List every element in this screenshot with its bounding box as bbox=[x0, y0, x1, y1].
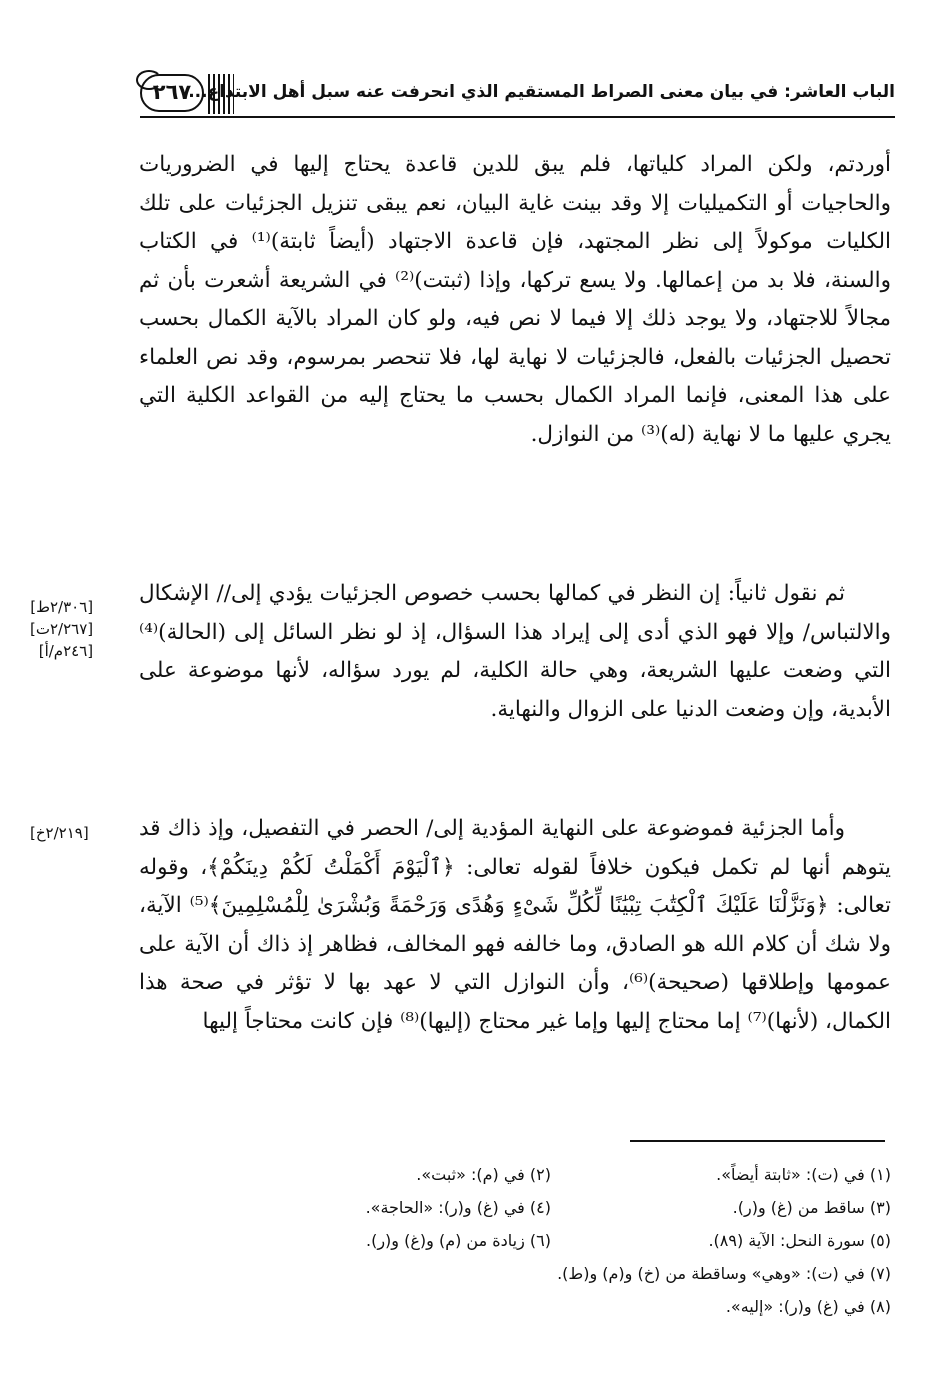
footnote-row bbox=[139, 1191, 891, 1224]
footnote-7: (٧) في (ت): «وهي» وساقطة من (خ) و(م) و(ط). bbox=[557, 1264, 891, 1283]
chapter-title: الباب العاشر: في بيان معنى الصراط المستقيم الذي انحرفت عنه سبل أهل الابتداع... bbox=[188, 82, 895, 102]
margin-manuscript-refs bbox=[30, 596, 93, 662]
paragraph-2: ثم نقول ثانياً: إن النظر في كمالها بحسب خصوص الجزئيات يؤدي إلى// الإشكال والالتباس/ وإلا فهو الذي أدى إلى إيراد هذا السؤال، إذ لو نظر السائل إلى (الحالة)⁽⁴⁾ التي وضعت عليها الشريعة، وهي حالة الكلية، لم يورد سؤاله، لأنها موضوعة على الأبدية، وإن وضعت الدنيا على الزوال والنهاية. bbox=[139, 581, 891, 722]
footnote-row bbox=[139, 1158, 891, 1191]
footnote-6: (٦) زيادة من (م) و(غ) و(ر). bbox=[366, 1231, 551, 1250]
footnotes bbox=[139, 1158, 891, 1323]
margin-ref-line: [٢/٣٠٦ط] bbox=[30, 598, 94, 616]
paragraph-1: أوردتم، ولكن المراد كلياتها، فلم يبق للدين قاعدة يحتاج إليها في الضروريات والحاجيات أو التكميليات إلا وقد بينت غاية البيان، نعم يبقى تنزيل الجزئيات على تلك الكليات موكولاً إلى نظر المجتهد، فإن قاعدة الاجتهاد (أيضاً ثابتة)⁽¹⁾ في الكتاب والسنة، فلا بد من إعمالها. ولا يسع تركها، وإذا (ثبتت)⁽²⁾ في الشريعة أشعرت بأن ثم مجالاً للاجتهاد، ولا يوجد ذلك إلا فيما لا نص فيه، ولو كان المراد بالآية الكمال بحسب تحصيل الجزئيات بالفعل، فالجزئيات لا نهاية لها، فلا تنحصر بمرسوم، وقد نص العلماء على هذا المعنى، فإنما المراد الكمال بحسب ما يحتاج إليه من القواعد الكلية التي يجري عليها ما لا نهاية (له)⁽³⁾ من النوازل. bbox=[139, 152, 891, 447]
footnote-3: (٣) ساقط من (غ) و(ر). bbox=[732, 1198, 891, 1217]
running-header bbox=[140, 70, 895, 126]
page-number: ٢٦٧ bbox=[152, 80, 192, 104]
footnote-rule bbox=[630, 1140, 885, 1142]
margin-manuscript-refs bbox=[30, 822, 89, 844]
footnote-row bbox=[139, 1257, 891, 1290]
paragraph-3: وأما الجزئية فموضوعة على النهاية المؤدية إلى/ الحصر في التفصيل، وإذ ذاك قد يتوهم أنها لم تكمل فيكون خلافاً لقوله تعالى: ﴿ٱلْيَوْمَ أَكْمَلْتُ لَكُمْ دِينَكُمْ﴾، وقوله تعالى: ﴿وَنَزَّلْنَا عَلَيْكَ ٱلْكِتَٰبَ تِبْيَٰنًا لِّكُلِّ شَىْءٍ وَهُدًى وَرَحْمَةً وَبُشْرَىٰ لِلْمُسْلِمِينَ﴾⁽⁵⁾ الآية، ولا شك أن كلام الله هو الصادق، وما خالفه فهو المخالف، فظاهر إذ ذاك أن الآية على عمومها وإطلاقها (صحيحة)⁽⁶⁾، وأن النوازل التي لا عهد بها لا تؤثر في صحة هذا الكمال، (لأنها)⁽⁷⁾ إما محتاج إليها وإما غير محتاج (إليها)⁽⁸⁾ فإن كانت محتاجاً إليها bbox=[139, 816, 891, 1034]
footnote-2: (٢) في (م): «ثبت». bbox=[416, 1165, 551, 1184]
footnote-row bbox=[139, 1224, 891, 1257]
footnote-4: (٤) في (غ) و(ر): «الحاجة». bbox=[365, 1198, 551, 1217]
margin-ref-line: [٢٤٦م/أ] bbox=[38, 642, 94, 660]
badge-ornament bbox=[136, 70, 162, 90]
footnote-row bbox=[139, 1290, 891, 1323]
footnote-8: (٨) في (غ) و(ر): «إليه». bbox=[725, 1297, 891, 1316]
footnote-1: (١) في (ت): «ثابتة أيضاً». bbox=[716, 1165, 891, 1184]
header-rule bbox=[140, 116, 895, 118]
footnote-5: (٥) سورة النحل: الآية (٨٩). bbox=[708, 1231, 891, 1250]
margin-ref-line: [٢/٢١٩خ] bbox=[30, 824, 89, 842]
margin-ref-line: [٢/٢٦٧ت] bbox=[30, 620, 94, 638]
